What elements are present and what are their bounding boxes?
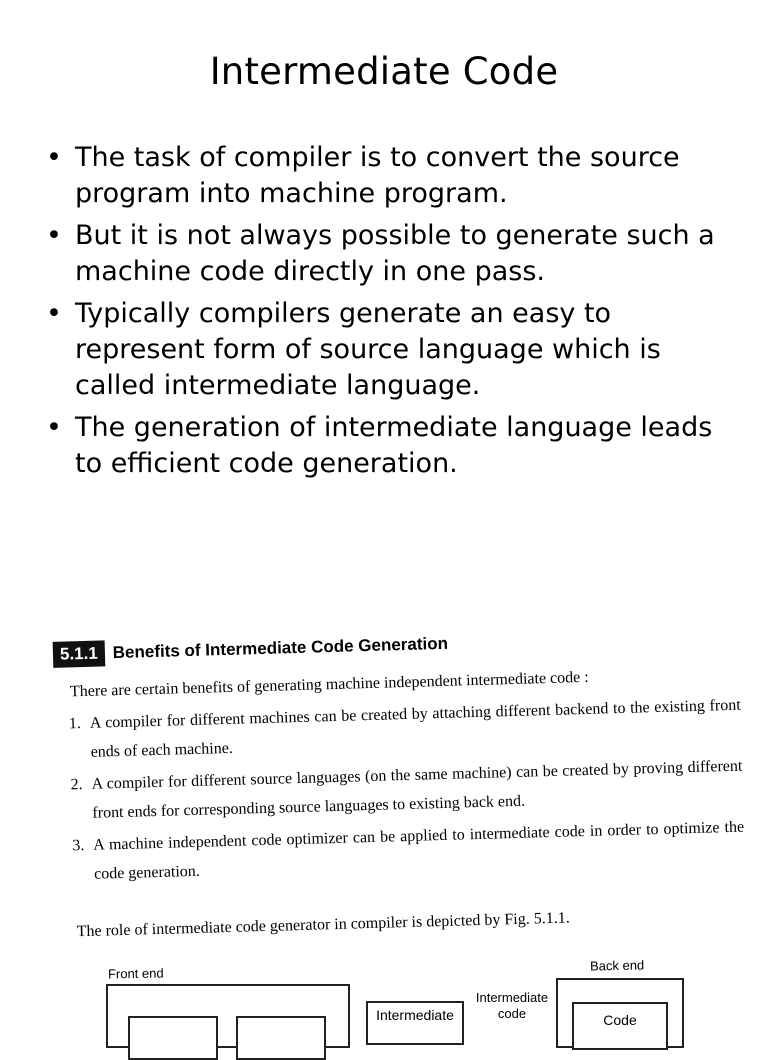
bullet-text: Typically compilers generate an easy to represent form of source language which is called intermediate language.	[75, 298, 661, 401]
benefit-text: A machine independent code optimizer can be applied to intermediate code in order to optimize the code generation.	[93, 818, 745, 883]
benefits-list	[69, 691, 746, 893]
section-title: Benefits of Intermediate Code Generation	[112, 633, 449, 663]
intermediate-code-generator-box	[366, 1001, 464, 1045]
excerpt-intro: There are certain benefits of generating machine independent intermediate code :	[69, 668, 589, 701]
bullet-text: The generation of intermediate language leads to efficient code generation.	[75, 412, 713, 479]
front-end-phase-box	[236, 1016, 326, 1060]
bullet-dot: •	[46, 142, 62, 173]
benefit-number: 1.	[68, 715, 82, 733]
bullet-item	[46, 218, 746, 290]
scanned-excerpt	[46, 600, 757, 1023]
bullet-list	[46, 140, 746, 488]
bullet-dot: •	[46, 298, 62, 329]
bullet-dot: •	[46, 220, 62, 251]
back-end-label: Back end	[589, 957, 645, 974]
benefit-number: 2.	[70, 776, 83, 794]
role-sentence: The role of intermediate code generator in compiler is depicted by Fig. 5.1.1.	[76, 909, 570, 941]
back-end-box	[556, 978, 684, 1048]
benefit-text: A compiler for different source languages (on the same machine) can be created by proving different front ends for corresponding source languages to existing back end.	[91, 757, 743, 822]
intermediate-box-label: Intermediate	[376, 1007, 454, 1023]
bullet-dot: •	[46, 412, 62, 443]
bullet-item	[46, 296, 746, 404]
front-end-phase-box	[128, 1016, 218, 1060]
bullet-text: But it is not always possible to generate such a machine code directly in one pass.	[75, 220, 715, 287]
bullet-text: The task of compiler is to convert the source program into machine program.	[75, 142, 680, 209]
bullet-item	[46, 140, 746, 212]
section-heading	[53, 631, 449, 668]
benefit-text: A compiler for different machines can be created by attaching different backend to the existing front ends of each machine.	[89, 696, 741, 761]
section-number: 5.1.1	[53, 640, 106, 667]
front-end-box	[106, 984, 350, 1048]
intermediate-code-label: Intermediate code	[475, 990, 549, 1021]
code-box-label: Code	[603, 1012, 637, 1028]
code-generator-box	[572, 1002, 668, 1050]
bullet-item	[46, 410, 746, 482]
front-end-label: Front end	[107, 965, 164, 982]
benefit-number: 3.	[72, 837, 85, 855]
slide-title: Intermediate Code	[209, 50, 559, 93]
